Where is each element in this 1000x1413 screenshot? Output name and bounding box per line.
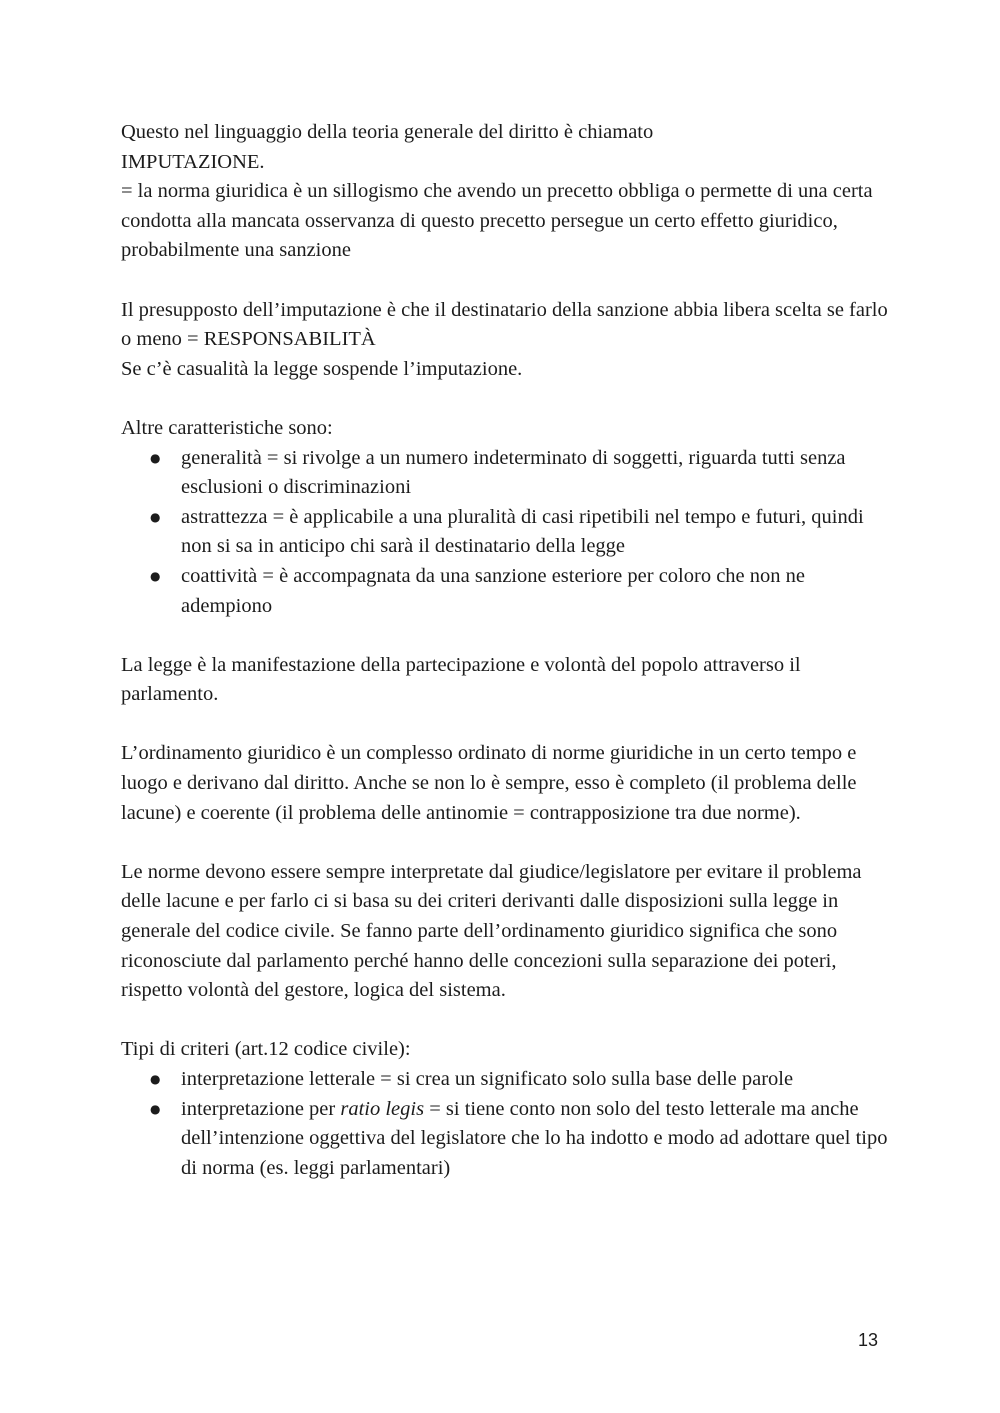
list-intro: Altre caratteristiche sono: — [121, 416, 333, 439]
list-item — [150, 562, 891, 621]
text-line: Il presupposto dell’imputazione è che il destinatario della sanzione abbia libera scelta se farlo o meno = RESPONSABILITÀ — [121, 298, 888, 351]
text-block: La legge è la manifestazione della partecipazione e volontà del popolo attraverso il parlamento. — [121, 653, 801, 706]
caratteristiche-list — [121, 444, 891, 622]
bullet-icon: ● — [150, 450, 161, 465]
list-item — [150, 1095, 891, 1184]
criteri-list — [121, 1065, 891, 1183]
list-item-text-start: interpretazione per — [181, 1097, 341, 1120]
caratteristiche-section — [121, 414, 891, 621]
legge-paragraph — [121, 651, 891, 710]
text-line: Se c’è casualità la legge sospende l’imputazione. — [121, 357, 523, 380]
document-body — [121, 118, 891, 1213]
interpretazione-paragraph — [121, 858, 891, 1006]
list-item — [150, 1065, 891, 1095]
bullet-icon: ● — [150, 568, 161, 583]
list-item — [150, 503, 891, 562]
list-item — [150, 444, 891, 503]
list-item-text: interpretazione letterale = si crea un significato solo sulla base delle parole — [181, 1068, 794, 1090]
list-item-text: generalità = si rivolge a un numero indeterminato di soggetti, riguarda tutti senza esclusioni o discriminazioni — [181, 446, 846, 499]
responsabilita-paragraph — [121, 296, 891, 385]
text-line: IMPUTAZIONE. — [121, 150, 265, 173]
bullet-icon: ● — [150, 1072, 161, 1086]
page-number: 13 — [857, 1330, 878, 1350]
list-item-text-end: = si tiene conto non solo del testo letterale ma anche dell’intenzione oggettiva del legislatore che lo ha indotto e modo ad adottare quel tipo di norma (es. leggi parlamentari) — [181, 1097, 888, 1179]
list-intro: Tipi di criteri (art.12 codice civile): — [121, 1038, 411, 1061]
text-line: = la norma giuridica è un sillogismo che avendo un precetto obbliga o permette di una certa condotta alla mancata osservanza di questo precetto persegue un certo effetto giuridico, probabilmente una sanzione — [121, 180, 873, 262]
text-line: Questo nel linguaggio della teoria generale del diritto è chiamato — [121, 121, 654, 143]
bullet-icon: ● — [150, 509, 161, 524]
imputazione-paragraph — [121, 118, 891, 266]
criteri-section — [121, 1035, 891, 1183]
list-item-italic-term: ratio legis — [340, 1097, 425, 1120]
ordinamento-paragraph — [121, 739, 891, 828]
list-item-text: astrattezza = è applicabile a una pluralità di casi ripetibili nel tempo e futuri, quindi non si sa in anticipo chi sarà il destinatario della legge — [181, 505, 864, 558]
bullet-icon: ● — [150, 1101, 161, 1116]
text-block: Le norme devono essere sempre interpretate dal giudice/legislatore per evitare il problema delle lacune e per farlo ci si basa su dei criteri derivanti dalle disposizioni sulla legge in generale del codice civile. Se fanno parte dell’ordinamento giuridico significa che sono riconosciute dal parlamento perché hanno delle concezioni sulla separazione dei poteri, rispetto volontà del gestore, logica del sistema. — [121, 860, 862, 1002]
list-item-text: coattività = è accompagnata da una sanzione esteriore per coloro che non ne adempiono — [181, 564, 805, 617]
text-block: L’ordinamento giuridico è un complesso ordinato di norme giuridiche in un certo tempo e luogo e derivano dal diritto. Anche se non lo è sempre, esso è completo (il problema delle lacune) e coerente (il problema delle antinomie = contrapposizione tra due norme). — [121, 742, 857, 824]
